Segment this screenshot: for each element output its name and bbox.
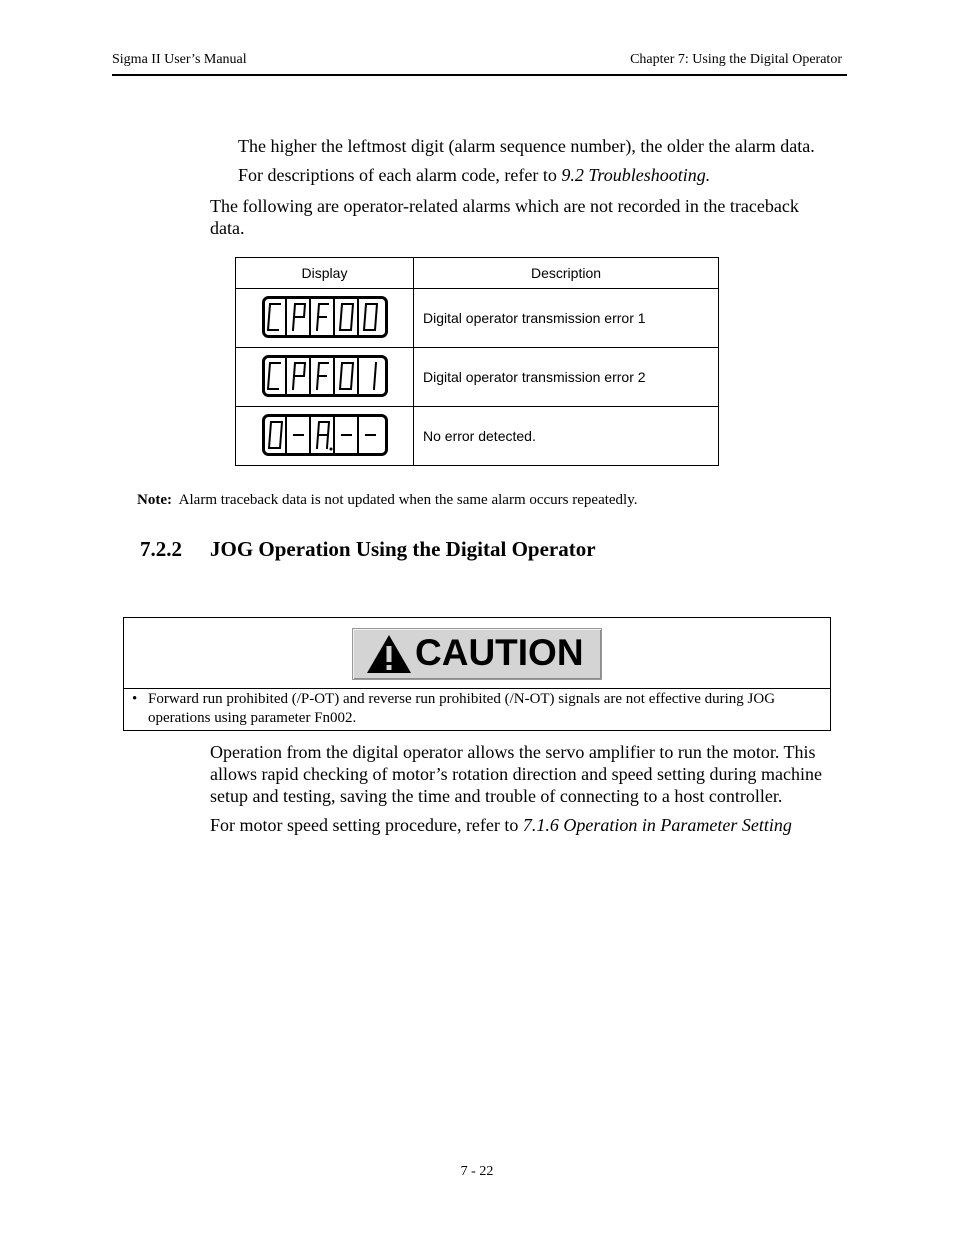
paragraph-operator-alarms-line2: data. (210, 218, 245, 238)
paragraph-alarm-ref-text: For descriptions of each alarm code, refer to (238, 165, 562, 185)
paragraph-speed-ref-text: For motor speed setting procedure, refer to (210, 815, 523, 835)
seven-segment-panel (262, 296, 388, 338)
paragraph-alarm-order: The higher the leftmost digit (alarm sequence number), the older the alarm data. (238, 136, 815, 156)
page-number: 7 - 22 (460, 1164, 494, 1179)
description-cell: Digital operator transmission error 2 (414, 348, 719, 407)
note-label: Note: (137, 492, 172, 508)
paragraph-operator-alarms-line1: The following are operator-related alarms which are not recorded in the traceback (210, 196, 799, 216)
note (137, 492, 638, 509)
seven-seg-display-cpf01 (236, 348, 414, 407)
table-header-display: Display (236, 258, 414, 289)
warning-triangle-icon (365, 633, 413, 675)
running-header-left: Sigma II User’s Manual (112, 52, 247, 67)
seven-seg-display-cpf00 (236, 289, 414, 348)
section-heading (140, 537, 596, 562)
alarm-display-table (235, 257, 719, 466)
paragraph-speed-ref (210, 814, 792, 836)
table-header-row (236, 258, 719, 289)
caution-label: CAUTION (415, 632, 584, 673)
table-row (236, 348, 719, 407)
paragraph-operation-line1: Operation from the digital operator allows the servo amplifier to run the motor. This (210, 742, 816, 762)
seven-segment-panel (262, 355, 388, 397)
description-cell: Digital operator transmission error 1 (414, 289, 719, 348)
caution-bullet-line2: operations using parameter Fn002. (148, 710, 357, 726)
caution-divider (124, 688, 830, 689)
header-rule (112, 74, 847, 76)
seven-seg-display-no-error (236, 407, 414, 466)
table-header-description: Description (414, 258, 719, 289)
bullet-marker: • (132, 691, 138, 707)
table-row (236, 407, 719, 466)
parameter-setting-link[interactable]: 7.1.6 Operation in Parameter Setting (522, 815, 792, 835)
section-title: JOG Operation Using the Digital Operator (210, 537, 596, 561)
paragraph-operation-line3: setup and testing, saving the time and trouble of connecting to a host controller. (210, 786, 783, 806)
caution-box (123, 617, 831, 731)
running-header-right: Chapter 7: Using the Digital Operator (630, 52, 842, 67)
troubleshooting-link[interactable]: 9.2 Troubleshooting. (561, 165, 711, 185)
section-number: 7.2.2 (140, 537, 182, 561)
paragraph-operation-line2: allows rapid checking of motor’s rotation direction and speed setting during machine (210, 764, 823, 784)
seven-segment-panel (262, 414, 388, 456)
note-text: Alarm traceback data is not updated when the same alarm occurs repeatedly. (178, 492, 638, 508)
paragraph-operation (210, 741, 822, 807)
caution-badge (352, 628, 602, 680)
caution-bullet (132, 690, 822, 728)
paragraph-alarm-ref (238, 164, 710, 186)
paragraph-operator-alarms (210, 195, 799, 239)
caution-bullet-text (132, 690, 822, 728)
table-row (236, 289, 719, 348)
caution-bullet-line1: Forward run prohibited (/P-OT) and reverse run prohibited (/N-OT) signals are not effective during JOG (148, 691, 776, 707)
description-cell: No error detected. (414, 407, 719, 466)
